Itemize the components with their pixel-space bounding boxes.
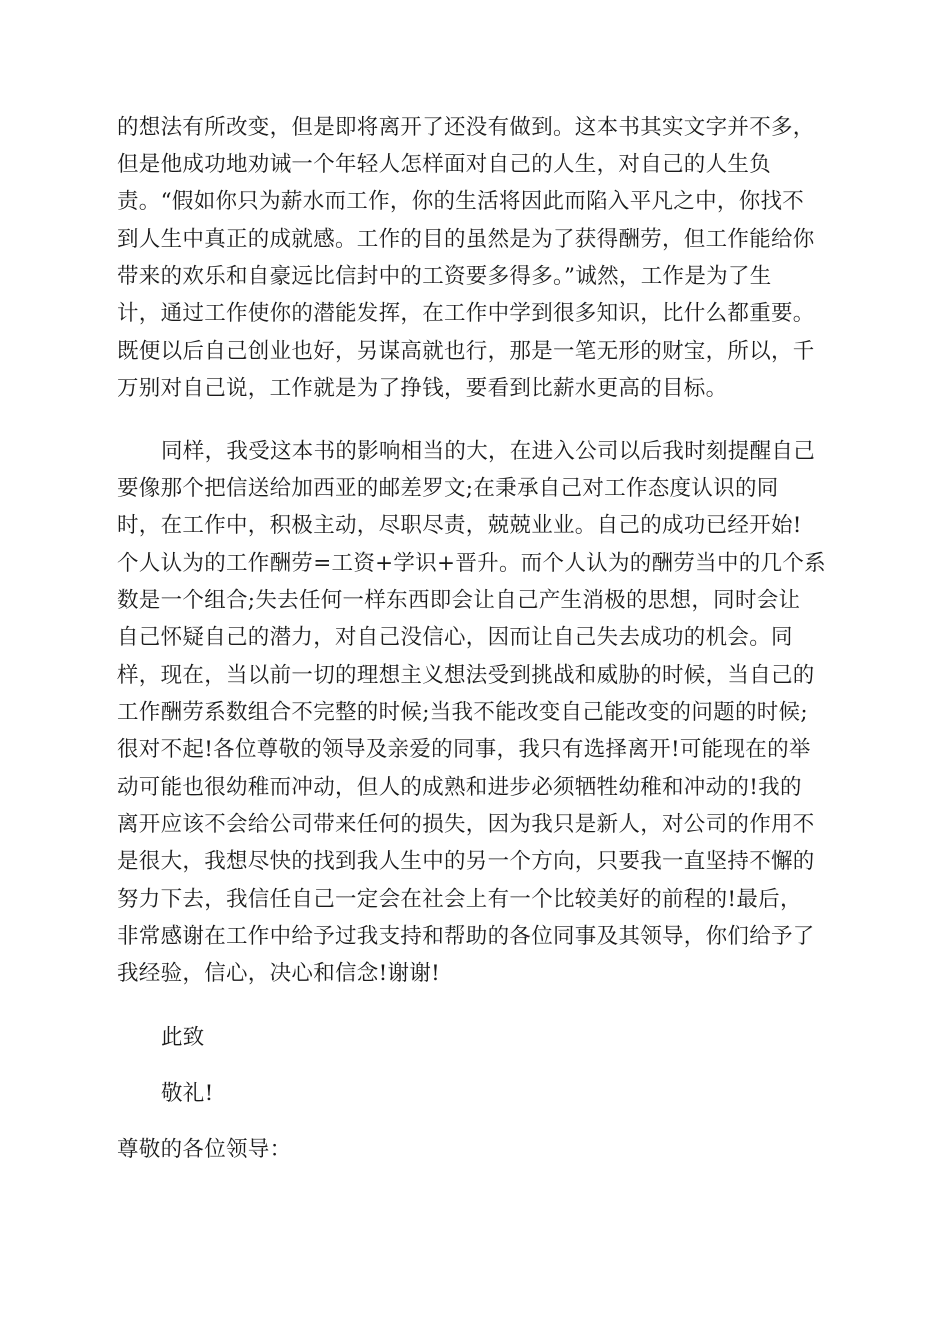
closing-greeting: 此致 bbox=[161, 1025, 205, 1050]
text-line: 万别对自己说，工作就是为了挣钱，要看到比薪水更高的目标。 bbox=[117, 376, 728, 401]
text-line: 既便以后自己创业也好，另谋高就也行，那是一笔无形的财宝，所以，千 bbox=[117, 339, 815, 364]
text-line: 数是一个组合;失去任何一样东西即会让自己产生消极的思想，同时会让 bbox=[117, 588, 801, 613]
text-line: 但是他成功地劝诫一个年轻人怎样面对自己的人生，对自己的人生负 bbox=[117, 152, 772, 177]
text-line: 时，在工作中，积极主动，尽职尽责，兢兢业业。自己的成功已经开始! bbox=[117, 513, 802, 538]
text-line: 计，通过工作使你的潜能发挥，在工作中学到很多知识，比什么都重要。 bbox=[117, 301, 815, 326]
text-line: 责。“假如你只为薪水而工作，你的生活将因此而陷入平凡之中，你找不 bbox=[117, 189, 805, 214]
text-line: 到人生中真正的成就感。工作的目的虽然是为了获得酬劳，但工作能给你 bbox=[117, 227, 815, 252]
text-line: 工作酬劳系数组合不完整的时候;当我不能改变自己能改变的问题的时候; bbox=[117, 700, 808, 725]
text-line: 个人认为的工作酬劳=工资+学识+晋升。而个人认为的酬劳当中的几个系 bbox=[117, 551, 826, 576]
salutation: 尊敬的各位领导： bbox=[117, 1137, 292, 1162]
text-line: 动可能也很幼稚而冲动，但人的成熟和进步必须牺牲幼稚和冲动的!我的 bbox=[117, 775, 802, 800]
text-line: 带来的欢乐和自豪远比信封中的工资要多得多。”诚然，工作是为了生 bbox=[117, 264, 772, 289]
text-line: 离开应该不会给公司带来任何的损失，因为我只是新人，对公司的作用不 bbox=[117, 812, 815, 837]
text-line: 是很大，我想尽快的找到我人生中的另一个方向，只要我一直坚持不懈的 bbox=[117, 849, 815, 874]
text-line: 非常感谢在工作中给予过我支持和帮助的各位同事及其领导，你们给予了 bbox=[117, 924, 815, 949]
text-line: 要像那个把信送给加西亚的邮差罗文;在秉承自己对工作态度认识的同 bbox=[117, 476, 779, 501]
text-line: 样，现在，当以前一切的理想主义想法受到挑战和威胁的时候，当自己的 bbox=[117, 663, 815, 688]
text-line: 努力下去，我信任自己一定会在社会上有一个比较美好的前程的!最后， bbox=[117, 887, 802, 912]
text-line: 我经验，信心，决心和信念!谢谢! bbox=[117, 961, 441, 986]
text-line: 同样，我受这本书的影响相当的大，在进入公司以后我时刻提醒自己 bbox=[161, 439, 816, 464]
text-line: 很对不起!各位尊敬的领导及亲爱的同事，我只有选择离开!可能现在的举 bbox=[117, 737, 811, 762]
closing-salute: 敬礼! bbox=[161, 1081, 214, 1106]
text-line: 的想法有所改变，但是即将离开了还没有做到。这本书其实文字并不多， bbox=[117, 115, 815, 140]
text-line: 自己怀疑自己的潜力，对自己没信心，因而让自己失去成功的机会。同 bbox=[117, 625, 793, 650]
